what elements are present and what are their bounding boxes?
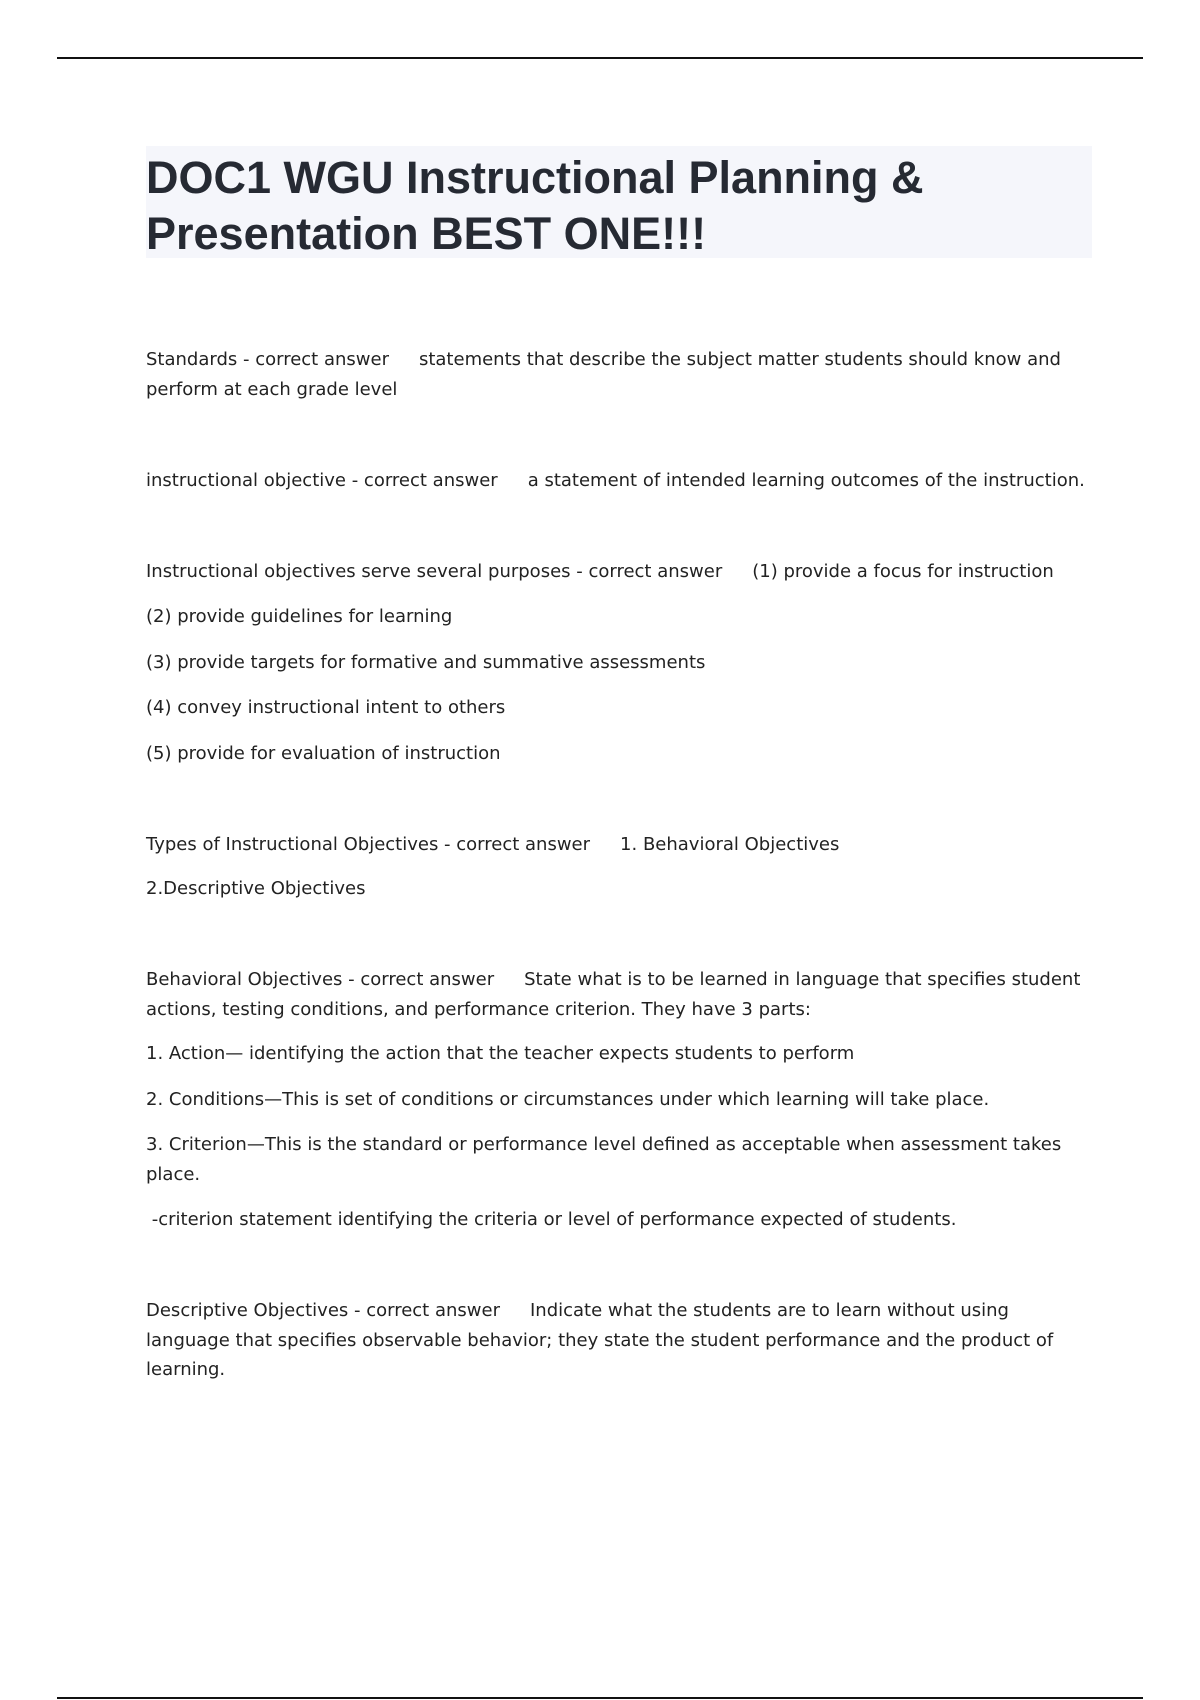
definition: 1. Behavioral Objectives — [620, 834, 840, 855]
definition-continued: actions, testing conditions, and performance criterion. They have 3 parts: — [146, 999, 811, 1020]
definition: a statement of intended learning outcomes of the instruction. — [527, 470, 1085, 491]
bottom-rule — [57, 1697, 1143, 1699]
list-item: (3) provide targets for formative and summative assessments — [146, 652, 706, 673]
list-item: 2.Descriptive Objectives — [146, 878, 366, 899]
list-item: place. — [146, 1164, 201, 1185]
list-item: (4) convey instructional intent to others — [146, 697, 506, 718]
definition: (1) provide a focus for instruction — [752, 561, 1054, 582]
definition: Indicate what the students are to learn without using — [529, 1300, 1009, 1321]
term: Standards - correct answer — [146, 349, 389, 370]
definition-continued: perform at each grade level — [146, 379, 398, 400]
card-objective-purposes — [146, 557, 1090, 587]
list-item: 2. Conditions—This is set of conditions or circumstances under which learning will take place. — [146, 1089, 990, 1110]
list-item: (5) provide for evaluation of instruction — [146, 743, 501, 764]
definition-continued: language that specifies observable behavior; they state the student performance and the product of — [146, 1330, 1054, 1351]
term: instructional objective - correct answer — [146, 470, 498, 491]
card-instructional-objective — [146, 466, 1090, 496]
card-descriptive-objectives — [146, 1296, 1090, 1326]
term: Behavioral Objectives - correct answer — [146, 969, 495, 990]
card-behavioral-objectives — [146, 965, 1090, 995]
term: Types of Instructional Objectives - correct answer — [146, 834, 591, 855]
list-item: -criterion statement identifying the criteria or level of performance expected of students. — [146, 1209, 957, 1230]
card-standards — [146, 345, 1090, 375]
term: Instructional objectives serve several purposes - correct answer — [146, 561, 723, 582]
card-objective-types — [146, 830, 1090, 860]
top-rule — [57, 57, 1143, 59]
term: Descriptive Objectives - correct answer — [146, 1300, 500, 1321]
list-item: 1. Action— identifying the action that the teacher expects students to perform — [146, 1043, 855, 1064]
list-item: (2) provide guidelines for learning — [146, 606, 453, 627]
title-line-2: Presentation BEST ONE!!! — [146, 208, 707, 259]
definition: State what is to be learned in language that specifies student — [524, 969, 1081, 990]
document-title — [146, 146, 1092, 258]
list-item: 3. Criterion—This is the standard or performance level defined as acceptable when assessment takes — [146, 1134, 1062, 1155]
definition: statements that describe the subject matter students should know and — [418, 349, 1061, 370]
title-line-1: DOC1 WGU Instructional Planning & — [146, 152, 924, 203]
definition-continued: learning. — [146, 1359, 226, 1380]
